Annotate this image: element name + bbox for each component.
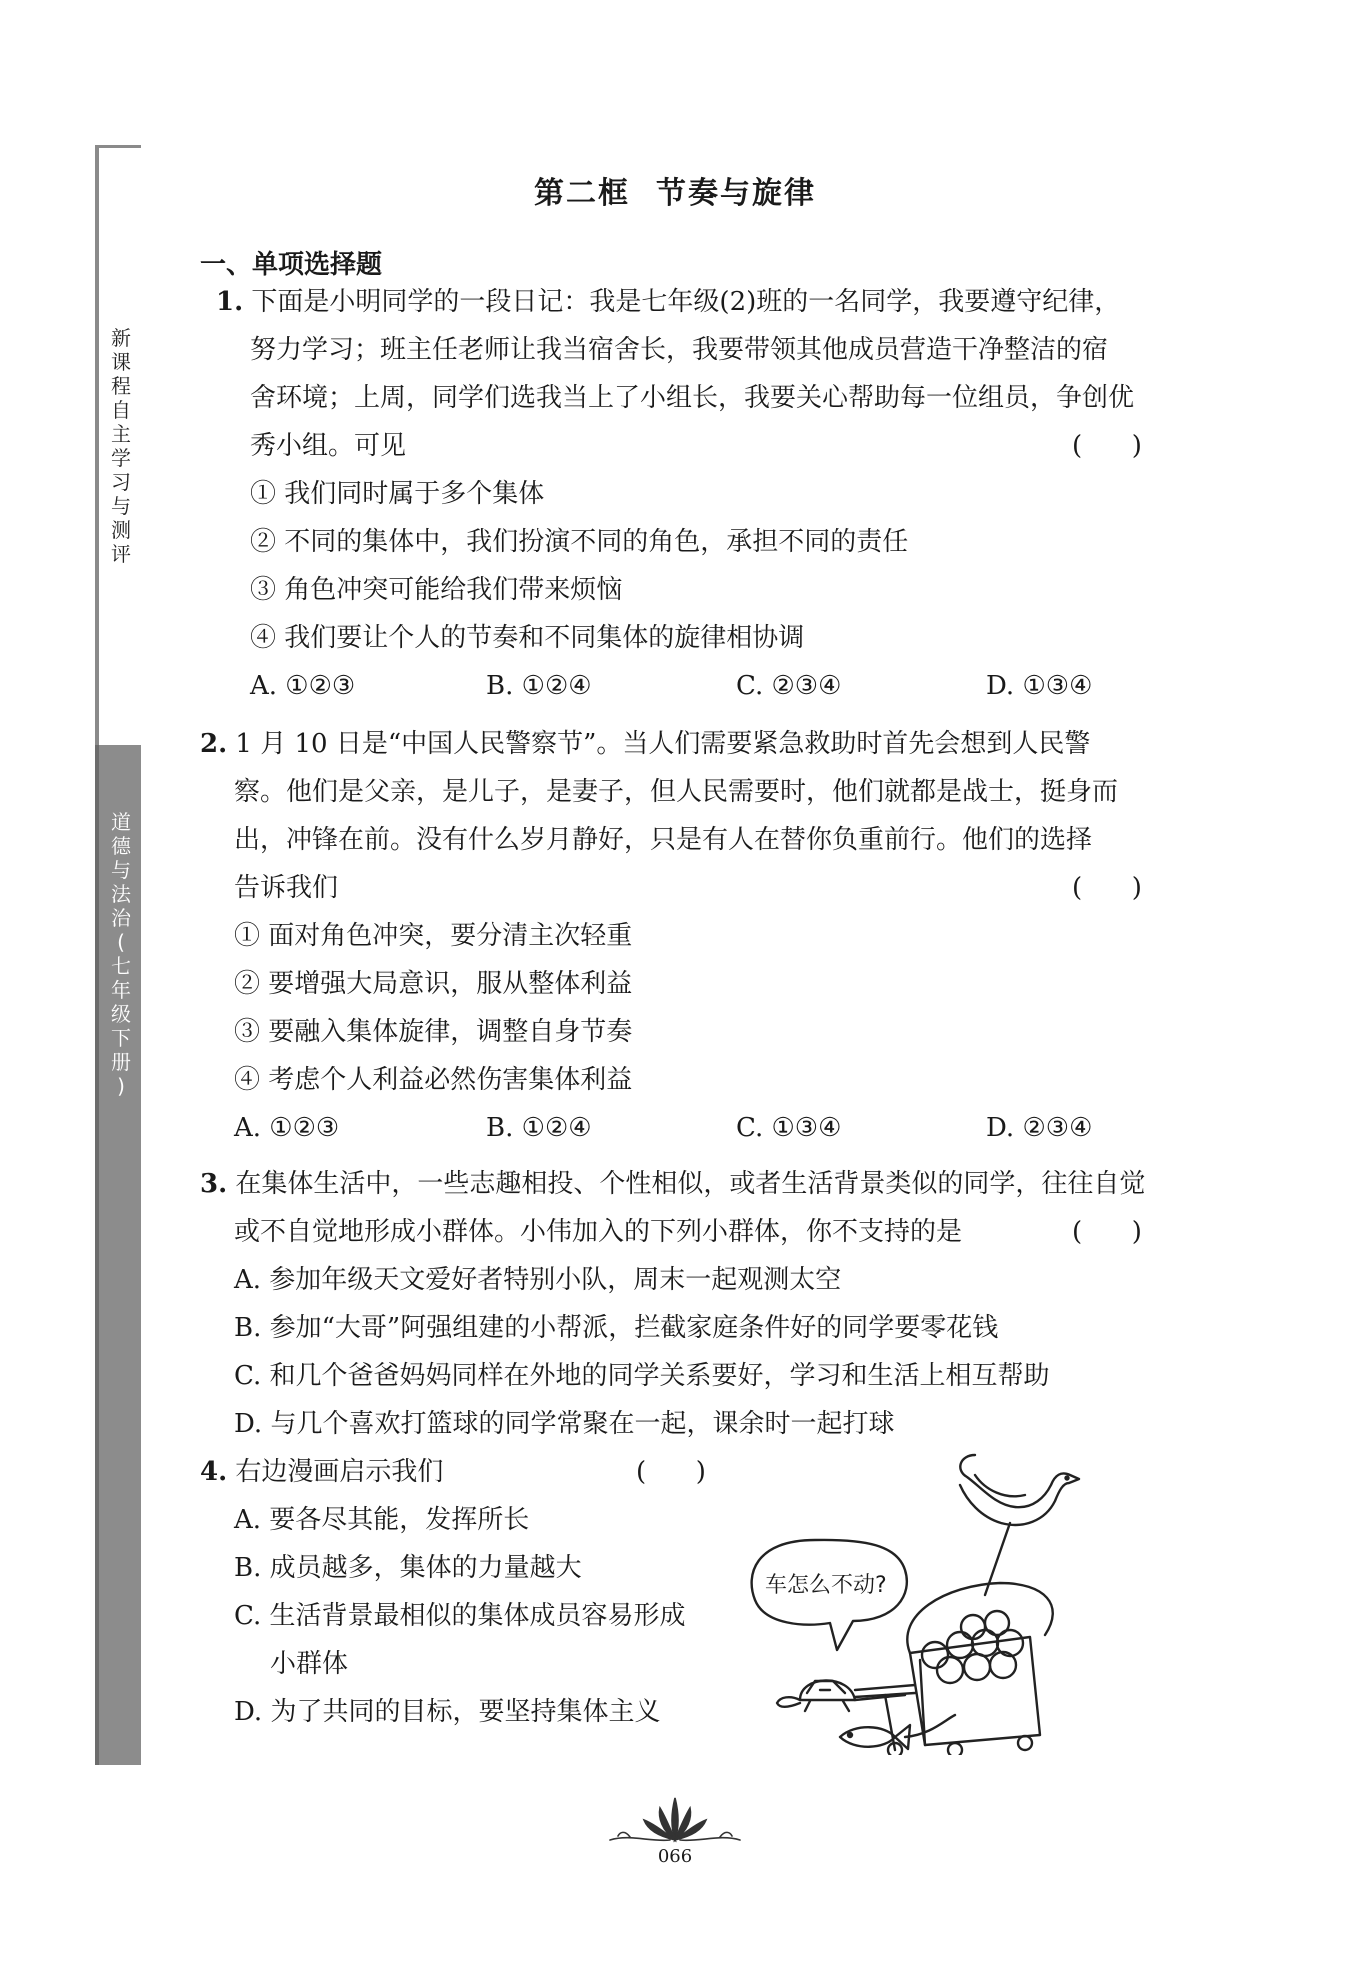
side-book-label-char: 年 xyxy=(111,978,131,1002)
q4-number: 4. xyxy=(200,1457,228,1487)
q3-option-b: B. 参加“大哥”阿强组建的小帮派，拦截家庭条件好的同学要零花钱 xyxy=(234,1313,999,1343)
page-title xyxy=(0,168,1350,212)
q1-line-2: 努力学习；班主任老师让我当宿舍长，我要带领其他成员营造干净整洁的宿 xyxy=(250,335,1109,365)
q2-choices xyxy=(234,1104,1134,1152)
q2-line-3: 出，冲锋在前。没有什么岁月静好，只是有人在替你负重前行。他们的选择 xyxy=(234,825,1093,855)
q3-option-a: A. 参加年级天文爱好者特别小队，周末一起观测太空 xyxy=(234,1265,842,1295)
comic-illustration xyxy=(745,1445,1105,1755)
side-series-label xyxy=(109,326,133,566)
q2-line-1: 2. 1 月 10 日是“中国人民警察节”。当人们需要紧急救助时首先会想到人民警 xyxy=(200,729,1091,759)
q3-number: 3. xyxy=(200,1169,228,1199)
side-book-label-char: 治 xyxy=(111,906,131,930)
q2-choice-b: B. ①②④ xyxy=(486,1113,592,1143)
side-book-label-char: 七 xyxy=(111,954,131,978)
q4-option-a: A. 要各尽其能，发挥所长 xyxy=(234,1505,530,1535)
q1-choice-c: C. ②③④ xyxy=(736,671,842,701)
q3-option-c: C. 和几个爸爸妈妈同样在外地的同学关系要好，学习和生活上相互帮助 xyxy=(234,1361,1050,1391)
side-book-label-char: 级 xyxy=(111,1002,131,1026)
q1-choice-b: B. ①②④ xyxy=(486,671,592,701)
footer-ornament-icon xyxy=(600,1790,750,1850)
q1-line-3: 舍环境；上周，同学们选我当上了小组长，我要关心帮助每一位组员，争创优 xyxy=(250,383,1135,413)
side-series-label-char: 程 xyxy=(111,374,131,398)
q2-choice-c: C. ①③④ xyxy=(736,1113,842,1143)
q2-item-1: ① 面对角色冲突，要分清主次轻重 xyxy=(234,921,633,951)
side-series-label-char: 自 xyxy=(111,398,131,422)
side-book-label-char: 德 xyxy=(111,834,131,858)
q4-answer-paren: ( ) xyxy=(636,1457,706,1487)
q2-choice-a: A. ①②③ xyxy=(234,1113,340,1143)
side-series-label-char: 评 xyxy=(111,542,131,566)
title-part1: 第二框 xyxy=(534,176,630,211)
q2-item-2: ② 要增强大局意识，服从整体利益 xyxy=(234,969,633,999)
side-series-label-char: 与 xyxy=(111,494,131,518)
section-title: 一、单项选择题 xyxy=(200,250,383,280)
side-series-label-char: 测 xyxy=(111,518,131,542)
q3-option-d: D. 与几个喜欢打篮球的同学常聚在一起，课余时一起打球 xyxy=(234,1409,895,1439)
q1-item-2: ② 不同的集体中，我们扮演不同的角色，承担不同的责任 xyxy=(250,527,909,557)
q1-line-4: 秀小组。可见 xyxy=(250,431,407,461)
goose-icon xyxy=(960,1455,1079,1525)
comic-bubble-text: 车怎么不动? xyxy=(765,1573,887,1598)
side-series-label-char: 新 xyxy=(111,326,131,350)
q4-option-c: C. 生活背景最相似的集体成员容易形成 xyxy=(234,1601,686,1631)
q4-option-d: D. 为了共同的目标，要坚持集体主义 xyxy=(234,1697,661,1727)
title-part2: 节奏与旋律 xyxy=(656,176,816,211)
side-series-label-char: 习 xyxy=(111,470,131,494)
side-book-label-char: ) xyxy=(117,1074,125,1098)
q1-item-4: ④ 我们要让个人的节奏和不同集体的旋律相协调 xyxy=(250,623,805,653)
page-number: 066 xyxy=(657,1846,693,1867)
side-book-label-char: 与 xyxy=(111,858,131,882)
q1-answer-paren: ( ) xyxy=(1072,431,1142,461)
q2-number: 2. xyxy=(200,729,228,759)
q2-answer-paren: ( ) xyxy=(1072,873,1142,903)
q3-line-2: 或不自觉地形成小群体。小伟加入的下列小群体，你不支持的是 xyxy=(234,1217,963,1247)
q1-number: 1. xyxy=(216,287,244,317)
q3-answer-paren: ( ) xyxy=(1072,1217,1142,1247)
q2-line-2: 察。他们是父亲，是儿子，是妻子，但人民需要时，他们就都是战士，挺身而 xyxy=(234,777,1119,807)
q1-choices xyxy=(250,662,1150,710)
q1-choice-a: A. ①②③ xyxy=(250,671,356,701)
q3-line-1: 3. 在集体生活中，一些志趣相投、个性相似，或者生活背景类似的同学，往往自觉 xyxy=(200,1169,1146,1199)
q4-option-b: B. 成员越多，集体的力量越大 xyxy=(234,1553,582,1583)
side-book-label-char: 道 xyxy=(111,810,131,834)
side-series-label-char: 课 xyxy=(111,350,131,374)
side-series-label-char: 学 xyxy=(111,446,131,470)
side-book-label-char: ( xyxy=(117,930,125,954)
q1-item-1: ① 我们同时属于多个集体 xyxy=(250,479,545,509)
q2-line-4: 告诉我们 xyxy=(234,873,339,903)
q4-option-c-cont: 小群体 xyxy=(270,1649,349,1679)
q1-line-1: 1. 下面是小明同学的一段日记：我是七年级(2)班的一名同学，我要遵守纪律， xyxy=(216,287,1121,317)
q2-item-4: ④ 考虑个人利益必然伤害集体利益 xyxy=(234,1065,633,1095)
q2-choice-d: D. ②③④ xyxy=(986,1113,1093,1143)
q1-item-3: ③ 角色冲突可能给我们带来烦恼 xyxy=(250,575,623,605)
q4-stem: 4. 右边漫画启示我们 xyxy=(200,1457,444,1487)
q1-choice-d: D. ①③④ xyxy=(986,671,1093,701)
side-book-label-char: 法 xyxy=(111,882,131,906)
q2-item-3: ③ 要融入集体旋律，调整自身节奏 xyxy=(234,1017,633,1047)
side-book-label-char: 册 xyxy=(111,1050,131,1074)
side-series-label-char: 主 xyxy=(111,422,131,446)
side-book-label xyxy=(109,810,133,1098)
side-book-label-char: 下 xyxy=(111,1026,131,1050)
